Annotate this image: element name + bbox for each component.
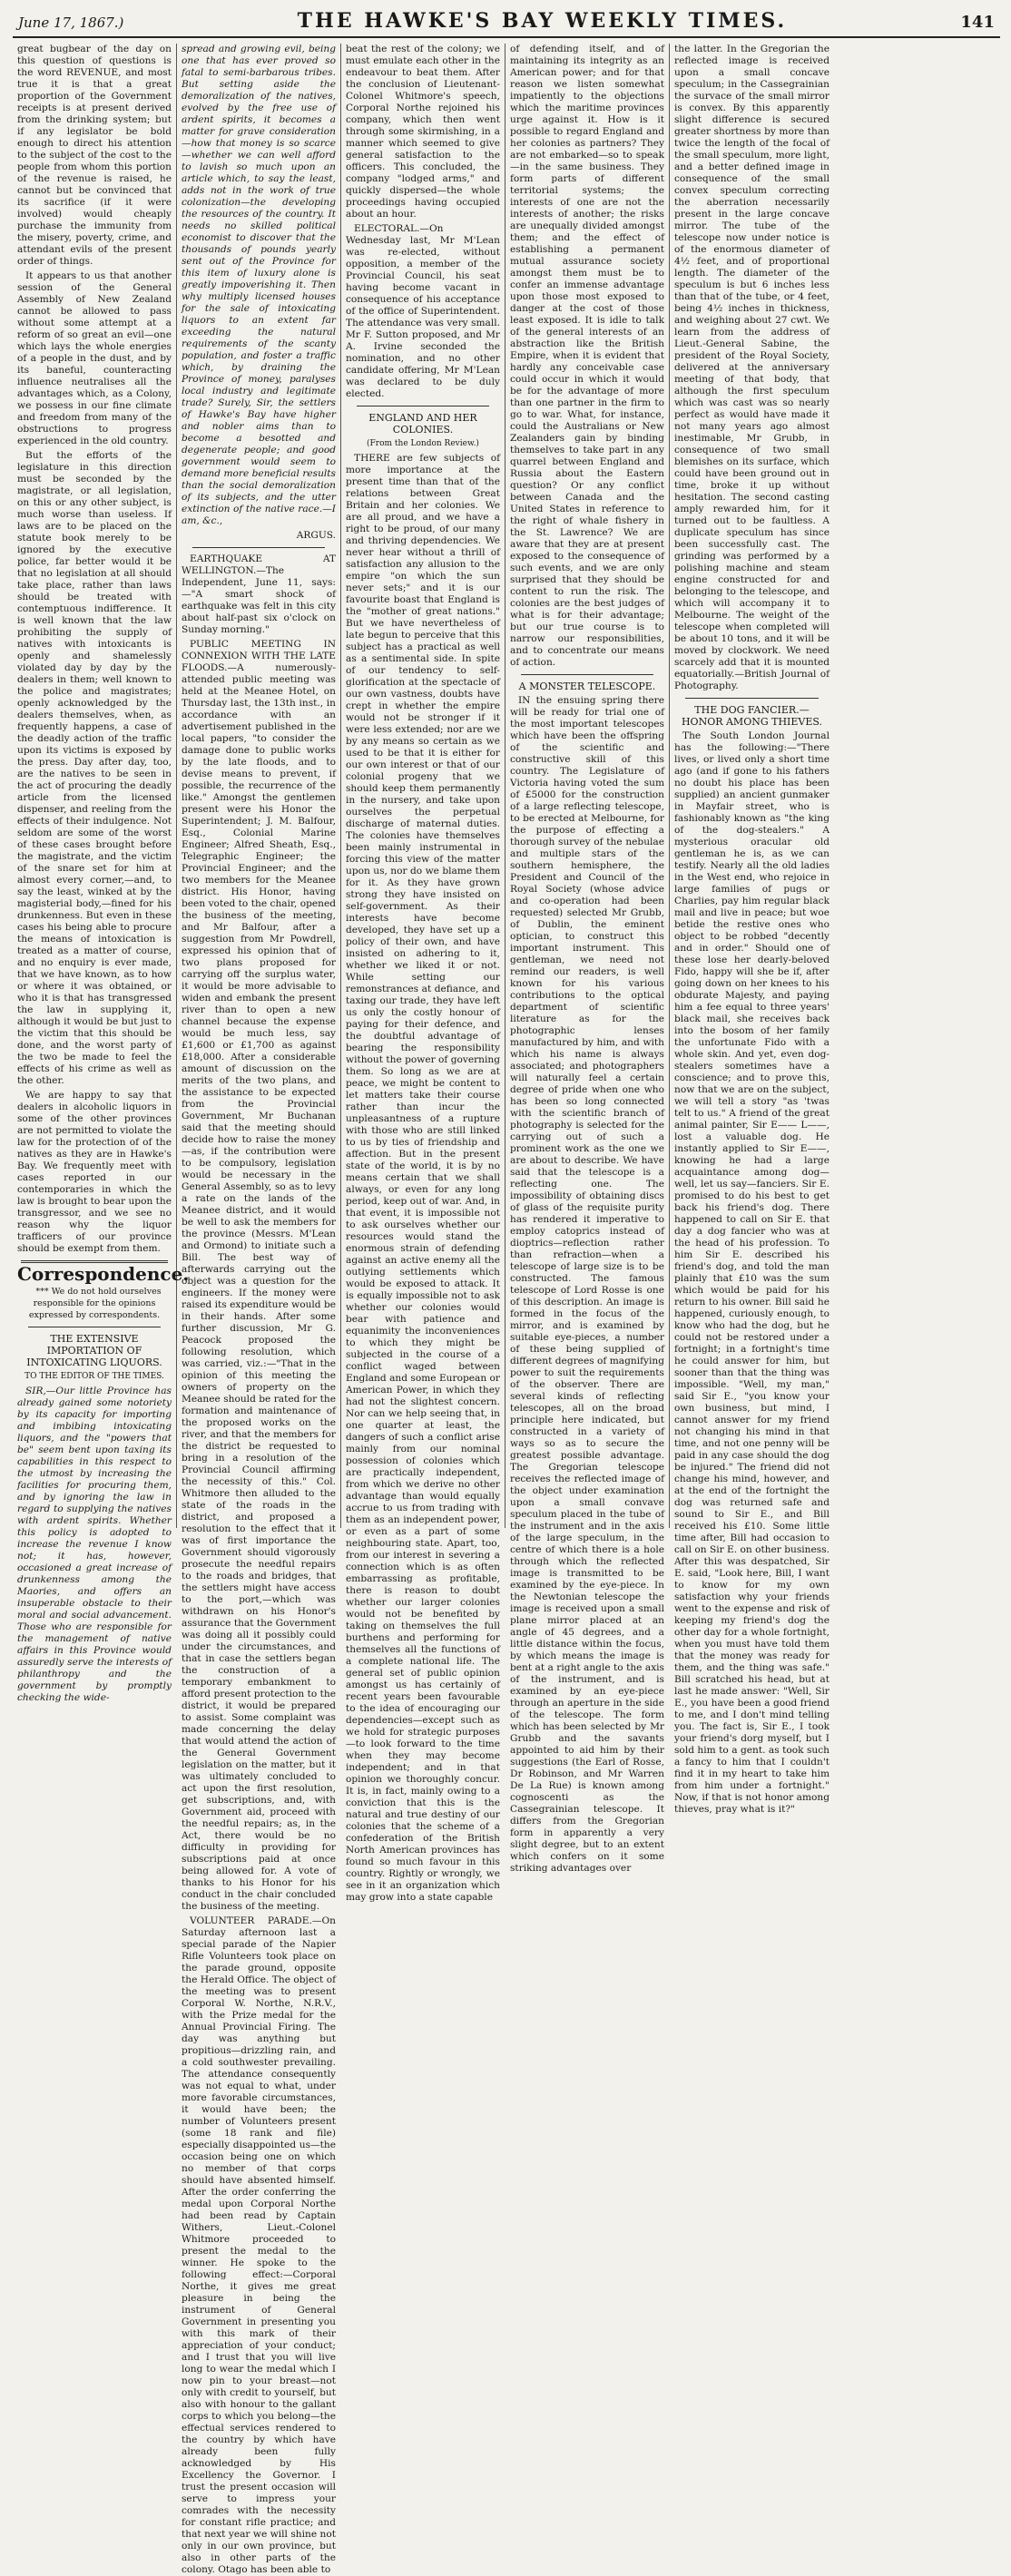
article-body: The South London Journal has the following:—"There lives, or lived only a short time ago (and if gone to his fathers no doubt his place has been supplied) an ancient gunmaker in Mayfair street, who is fashionably known as "the king of the dog-stealers." A mysterious oracular old gentleman he is, as we can testify. Nearly all the old ladies in the West end, who rejoice in large families of pugs or Charlies, pay him regular black mail and live in peace; but woe betide the restive ones who object to be robbed "decently and in order." Should one of these lose her dearly-beloved Fido, happy will she be if, after going down on her knees to his obdurate Majesty, and paying him a fee equal to three years' black mail, she receives back into the bosom of her family the unfortunate Fido with a whole skin. And yet, even dog-stealers sometimes have a conscience; and to prove this, now that we are on the subject, we will tell a story "as 'twas telt to us." A friend of the great animal painter, Sir E—— L——, lost a valuable dog. He instantly applied to Sir E——, knowing he had a large acquaintance among dog—well, let us say—fanciers. Sir E. promised to do his best to get back his friend's dog. There happened to call on Sir E. that day a dog fancier who was at the head of his profession. To him Sir E. described his friend's dog, and told the man plainly that £10 was the sum which would be paid for his return to his owner. Bill said he happened, curiously enough, to know who had the dog, but he could not be restored under a fortnight; in a fortnight's time he could answer for him, but sooner than that the thing was impossible. "Well, my man," said Sir E., "you know your own business, but mind, I cannot answer for my friend not changing his mind in that time, and not one penny will be paid in any case should the dog be injured." The friend did not change his mind, however, and at the end of the fortnight the dog was returned safe and sound to Sir E., and Bill received his £10. Some little time after, Bill had occasion to call on Sir E. on other business. After this was despatched, Sir E. said, "Look here, Bill, I want to know for my own satisfaction why your friends went to the expense and risk of keeping my friend's dog the other day for a whole fortnight, when you must have told them that the money was ready for them, and the thing was safe." Bill scratched his head, but at last he made answer: "Well, Sir E., you have been a good friend to me, and I don't mind telling you. The fact is, Sir E., I took your friend's dorg myself, but I sold him to a gent. as took such a fancy to him that I couldn't find it in my heart to take him from him under a fortnight." Now, if that is not honor among thieves, pray what is it?" [674,730,829,1815]
section-heading: Correspondence. [17,1263,190,1285]
article-body-continued: the latter. In the Gregorian the reflected image is received upon a small concave speculum; in the Cassegrainian the survace of the small mirror is convex. By this apparently slight difference is secured greater shortness by more than twice the length of the focal of the small speculum, more light, and a better defined image in consequence of the small convex speculum correcting the aberration necessarily present in the large concave mirror. The tube of the telescope now under notice is of the enormous diameter of 4½ feet, and of proportional length. The diameter of the speculum is but 6 inches less than that of the tube, or 4 feet, being 4½ inches in thickness, and weighing about 27 cwt. We learn from the address of Lieut.-General Sabine, the president of the Royal Society, delivered at the anniversary meeting of that body, that although the first speculum which was cast was so nearly perfect as would have made it not many years ago almost inestimable, Mr Grubb, in consequence of two small blemishes on its surface, which could have been ground out in time, broke it up without hesitation. The second casting amply rewarded him, for it turned out to be faultless. A duplicate speculum has since been successfully cast. The grinding was performed by a polishing machine and steam engine constructed for and belonging to the telescope, and which will accompany it to Melbourne. The weight of the telescope when completed will be about 10 tons, and it will be moved by clockwork. We need scarcely add that it is mounted equatorially.—British Journal of Photography. [674,44,829,691]
letter-signature: ARGUS. [296,530,336,541]
column-1 [13,44,190,1703]
article-paragraph: We are happy to say that dealers in alcoholic liquors in some of the other provinces are not permitted to violate the law for the protection of of the natives as they are in Hawke's Bay. We frequently meet with cases reported in our contemporaries in which the law is brought to bear upon the transgressor, and we see no reason why the liquor trafficers of our province should be exempt from them. [17,1090,172,1254]
letter-addressee: TO THE EDITOR OF THE TIMES. [25,1372,164,1381]
columns [13,44,1000,2575]
column-3 [341,44,506,1903]
page-number: 141 [960,13,995,32]
news-item-electoral: ELECTORAL.—On Wednesday last, Mr M'Lean was re-elected, without opposition, a member of the Provincial Council, his seat having become vacant in consequence of his acceptance of the office of Superintendent. The attendance was very small. Mr F. Sutton proposed, and Mr A. Irvine seconded the nomination, and no other candidate offering, Mr M'Lean was declared to be duly elected. [346,223,500,399]
article-title: ENGLAND AND HER COLONIES. [368,412,477,436]
column-5 [670,44,834,1815]
column-2 [177,44,341,2575]
news-item-public-meeting: PUBLIC MEETING IN CONNEXION WITH THE LATE FLOODS.—A numerously-attended public meeting was held at the Meanee Hotel, on Thursday last, the 13th inst., in accordance with an advertisement published in the local papers, "to consider the damage done to public works by the late floods, and to devise means to prevent, if possible, the recurrence of the like." Amongst the gentlemen present were his Honor the Superintendent; J. M. Balfour, Esq., Colonial Marine Engineer; Alfred Sheath, Esq., Telegraphic Engineer; the Provincial Engineer; and the two members for the Meanee district. His Honor, having been voted to the chair, opened the business of the meeting, and Mr Balfour, after a suggestion from Mr Powdrell, expressed his opinion that of two plans proposed for carrying off the surplus water, it would be more advisable to widen and embank the present river than to open a new channel because the expense would be much less, say £1,600 or £1,700 as against £18,000. After a considerable amount of discussion on the merits of the two plans, and the assistance to be expected from the Provincial Government, Mr Buchanan said that the meeting should decide how to raise the money—as, if the contribution were to be compulsory, legislation would be necessary in the General Assembly, so as to levy a rate on the lands of the Meanee district, and it would be well to ask the members for the province (Messrs. M'Lean and Ormond) to initiate such a Bill. The best way of afterwards carrying out the object was a question for the engineers. If the money were raised its expenditure would be in their hands. After some further discussion, Mr G. Peacock proposed the following resolution, which was carried, viz.:—"That in the opinion of this meeting the owners of property on the Meanee should be rated for the formation and maintenance of the proposed works on the river, and that the members for the district be requested to bring in a resolution of the Provincial Council affirming the necessity of this." Col. Whitmore then alluded to the state of the roads in the district, and proposed a resolution to the effect that it was of first importance the Government should vigorously prosecute the needful repairs to the roads and bridges, that the settlers might have access to the port,—which was withdrawn on his Honor's assurance that the Government was doing all it possibly could under the circumstances, and that in case the settlers began the construction of a temporary embankment to afford present protection to the district, it would be prepared to assist. Some complaint was made concerning the delay that would attend the action of the General Government legislation on the matter, but it was ultimately concluded to act upon the first resolution, get subscriptions, and, with Government aid, proceed with the needful repairs; as, in the Act, there would be no difficulty in providing for subscriptions paid at once being allowed for. A vote of thanks to his Honor for his conduct in the chair concluded the business of the meeting. [182,639,336,1912]
divider [685,698,819,699]
masthead [13,9,1000,38]
paper-title: THE HAWKE'S BAY WEEKLY TIMES. [297,9,788,33]
column-4 [506,44,670,1874]
article-source: (From the London Review.) [367,439,479,448]
divider [521,674,653,675]
article-body: IN the ensuing spring there will be ready for trial one of the most important telescopes which have been the offspring of the scientific and constructive skill of this country. The Legislature of Victoria having voted the sum of £5000 for the construction of a large reflecting telescope, to be erected at Melbourne, for the purpose of effecting a thorough survey of the nebulae and multiple stars of the southern hemisphere, the President and Council of the Royal Society (whose advice and co-operation had been requested) selected Mr Grubb, of Dublin, the eminent optician, to construct this important instrument. This gentleman, we need not remind our readers, is well known for his various contributions to the optical department of scientific literature as for the photographic lenses manufactured by him, and with which his name is always associated; and photographers will naturally feel a certain degree of pride when one who has been so long connected with the scientific branch of photography is selected for the carrying out of such a prominent work as the one we are about to describe. We have said that the telescope is a reflecting one. The impossibility of obtaining discs of glass of the requisite purity has rendered it imperative to employ catoprics instead of dioptrics—reflection rather than refraction—when a telescope of large size is to be constructed. The famous telescope of Lord Rosse is one of this description. An image is formed in the focus of the mirror, and is examined by suitable eye-pieces, a number of these being supplied of different degrees of magnifying power to suit the requirements of the observer. There are several kinds of reflecting telescopes, all on the broad principle here indicated, but constructed in a variety of ways so as to secure the greatest possible advantage. The Gregorian telescope receives the reflected image of the object under examination upon a small convave speculum placed in the tube of the instrument and in the axis of the large speculum, in the centre of which there is a hole through which the reflected image is transmitted to be examined by the eye-piece. In the Newtonian telescope the image is received upon a small plane mirror placed at an angle of 45 degrees, and a little distance within the focus, by which means the image is bent at a right angle to the axis of the instrument, and is examined by an eye-piece through an aperture in the side of the telescope. The form which has been selected by Mr Grubb and the savants appointed to aid him by their suggestions (the Earl of Rosse, Dr Robinson, and Mr Warren De La Rue) is known among cognoscenti as the Cassegrainian telescope. It differs from the Gregorian form in apparently a very slight degree, but to an extent which confers on it some striking advantages over [510,695,664,1874]
letter-body: SIR,—Our little Province has already gained some notoriety by its capacity for importing and imbibing intoxicating liquors, and the "powers that be" seem bent upon taxing its capabilities in this respect to the utmost by increasing the facilities for procuring them, and by ignoring the law in regard to supplying the natives with ardent spirits. Whether this policy is adopted to increase the revenue I know not; it has, however, occasioned a great increase of drunkenness among the Maories, and offers an insuperable obstacle to their moral and social advancement. Those who are responsible for the management of native affairs in this Province would assuredly serve the interests of philanthropy and the government by promptly checking the wide- [17,1386,172,1703]
article-paragraph: great bugbear of the day on this question of questions is the word REVENUE, and most true it is that a great proportion of the Government receipts is at present derived from the drinking system; but if any legislator be bold enough to direct his attention to the subject of the cost to the people from whom this portion of the revenue is raised, he cannot but be convinced that its sacrifice (if it were involved) would cheaply purchase the immunity from the misery, poverty, crime, and attendant evils of the present order of things. [17,44,172,267]
article-title: THE DOG FANCIER.—HONOR AMONG THIEVES. [681,704,823,728]
letter-body-continued: spread and growing evil, being one that has ever proved so fatal to semi-barbarous tribes. But setting aside the demoralization of the natives, evolved by the free use of ardent spirits, it becomes a matter for grave consideration—how that money is so scarce—whether we can well afford to lavish so much upon an article which, to say the least, adds not in the work of true colonization—the developing the resources of the country. It needs no skilled political economist to discover that the thousands of pounds yearly sent out of the Province for this item of luxury alone is greatly impoverishing it. Then why multiply licensed houses for the sale of intoxicating liquors to an extent far exceeding the natural requirements of the scanty population, and foster a traffic which, by draining the Province of money, paralyses local industry and legitimate trade? Surely, Sir, the settlers of Hawke's Bay have higher and nobler aims than to become a besotted and degenerate people; and good government would seem to demand more beneficial results than the social demoralization of its subjects, and the utter extinction of the native race.—I am, &c., [182,44,336,526]
article-paragraph: It appears to us that another session of the General Assembly of New Zealand cannot be allowed to pass without some attempt at a reform of so great an evil—one which lays the whole energies of a people in the dust, and by its baneful, counteracting influence neutralises all the advantages which, as a Colony, we possess in our fine climate and freedom from many of the obstructions to progress experienced in the old country. [17,270,172,446]
volunteer-parade-continued: beat the rest of the colony; we must emulate each other in the endeavour to beat them. After the conclusion of Lieutenant-Colonel Whitmore's speech, Corporal Northe rejoined his company, which then went through some skirmishing, in a manner which seemed to give general satisfaction to the officers. This concluded, the company "lodged arms," and quickly dispersed—the whole proceedings having occupied about an hour. [346,44,500,220]
article-body-continued: of defending itself, and of maintaining its integrity as an American power; and for that reason we listen somewhat impatiently to the objections which the maritime provinces urge against it. How is it possible to regard England and her colonies as partners? They are not embarked—so to speak—in the same business. They form parts of different territorial systems; the interests of one are not the interests of another; the risks are unequally divided amongst them; and the effect of establishing a permanent mutual assurance society amongst them must be to confer an immense advantage upon those most exposed to danger at the cost of those least exposed. It is idle to talk of the general interests of an abstraction like the British Empire, when it is evident that hardly any conceivable case could occur in which it would be for the advantage of more than one partner in the firm to go to war. What, for instance, could the Australians or New Zealanders gain by binding themselves to take part in any quarrel between England and Russia about the Eastern question? Or any conflict between Canada and the United States in reference to the right of whale fishery in the St. Lawrence? We are aware that they are at present exposed to the consequence of such events, and we are only surprised that they should be content to run the risk. The colonies are the best judges of what is for their advantage; but our true course is to narrow our responsibilities, and to concentrate our means of action. [510,44,664,668]
article-body: THERE are few subjects of more importance at the present time than that of the relations between Great Britain and her colonies. We are all proud, and we have a right to be proud, of our many and thriving dependencies. We never hear without a thrill of satisfaction any allusion to the empire "on which the sun never sets;" and it is our favourite boast that England is the "mother of great nations." But we have nevertheless of late begun to perceive that this subject has a practical as well as a sentimental side. In spite of our tendency to self-glorification at the spectacle of our own vastness, doubts have crept in whether the empire would not be stronger if it were less extended; nor are we by any means so certain as we used to be that it is either for our own interest or that of our colonial progeny that we should keep them permanently in the nursery, and take upon ourselves the perpetual discharge of maternal duties. The colonies have themselves been mainly instrumental in forcing this view of the matter upon us, nor do we blame them for it. As they have grown strong they have insisted on self-government. As their interests have become developed, they have set up a policy of their own, and have insisted on adhering to it, whether we liked it or not. While setting our remonstrances at defiance, and taxing our trade, they have left us only the costly honour of paying for their defence, and the doubtful advantage of bearing the responsibility without the power of governing them. So long as we are at peace, we might be content to let matters take their course rather than incur the unpleasantness of a rupture with those who are still linked to us by ties of friendship and affection. But in the present state of the world, it is by no means certain that we shall always, or even for any long period, keep out of war. And, in that event, it is impossible not to ask ourselves whether our resources would stand the enormous strain of defending against an active enemy all the outlying settlements which would be exposed to attack. It is equally impossible not to ask whether our colonies would bear with patience and equanimity the inconveniences to which they might be subjected in the course of a conflict waged between England and some European or American Power, in which they had not the slightest concern. Nor can we help seeing that, in one quarter at least, the dangers of such a conflict arise mainly from our nominal possession of colonies which are practically independent, from which we derive no other advantage than would equally accrue to us from trading with them as an independent power, or even as a part of some neighbouring state. Apart, too, from our interest in severing a connection which is as often embarrassing as profitable, there is reason to doubt whether our larger colonies would not be benefited by taking on themselves the full burthens and performing for themselves all the functions of a complete national life. The general set of public opinion amongst us has certainly of recent years been favourable to the idea of encouraging our dependencies—except such as we hold for strategic purposes—to look forward to the time when they may become independent; and in that opinion we thoroughly concur. It is, in fact, mainly owing to a conviction that this is the natural and true destiny of our colonies that the scheme of a confederation of the British North American provinces has found so much favour in this country. Rightly or wrongly, we see in it an organization which may grow into a state capable [346,453,500,1903]
article-title: A MONSTER TELESCOPE. [518,681,656,692]
disclaimer-note: *** We do not hold ourselves responsible for the opinions expressed by correspondents. [28,1287,162,1320]
news-item-earthquake: EARTHQUAKE AT WELLINGTON.—The Independent, June 11, says:—"A smart shock of earthquake was felt in this city about half-past six o'clock on Sunday morning." [182,553,336,635]
divider [192,547,325,548]
letter-title: THE EXTENSIVE IMPORTATION OF INTOXICATING LIQUORS. [26,1333,162,1368]
news-item-volunteer-parade: VOLUNTEER PARADE.—On Saturday afternoon last a special parade of the Napier Rifle Volunteers took place on the parade ground, opposite the Herald Office. The object of the meeting was to present Corporal W. Northe, N.R.V., with the Prize medal for the Annual Provincial Firing. The day was anything but propitious—drizzling rain, and a cold southwester prevailing. The attendance consequently was not equal to what, under more favorable circumstances, it would have been; the number of Volunteers present (some 18 rank and file) especially disappointed us—the occasion being one on which no member of that corps should have absented himself. After the order conferring the medal upon Corporal Northe had been read by Captain Withers, Lieut.-Colonel Whitmore proceeded to present the medal to the winner. He spoke to the following effect:—Corporal Northe, it gives me great pleasure in being the instrument of General Government in presenting you with this mark of their appreciation of your conduct; and I trust that you will live long to wear the medal which I now pin to your breast—not only with credit to yourself, but also with honour to the gallant corps to which you belong—the effectual services rendered to the country by which have already been fully acknowledged by His Excellency the Governor. I trust the present occasion will serve to impress your comrades with the necessity for constant rifle practice; and that next year we will shine not only in our own province, but also in other parts of the colony. Otago has been able to [182,1915,336,2575]
issue-date: June 17, 1867.) [18,15,124,31]
article-paragraph: But the efforts of the legislature in this direction must be seconded by the magistrate, or all legislation, on this or any other subject, is much worse than useless. If laws are to be placed on the statute book merely to be ignored by the executive police, far better would it be that no legislation at all should take place, rather than laws should be treated with contemptuous indifference. It is well known that the law prohibiting the supply of natives with intoxicants is openly and shamelessly violated day by day by the dealers in them; well known to the police and magistrates; openly acknowledged by the dealers themselves, when, as frequently happens, a case of the deadly action of the traffic upon its victims is exposed by the press. Day after day, too, are the natives to be seen in the act of procuring the deadly article from the licensed dispenser, and reeling from the effects of their indulgence. Not seldom are some of the worst of these cases brought before the magistrate, and the victim of the snare set for him at almost every corner,—and, to say the least, winked at by the magisterial body,—fined for his drunkenness. But even in these cases his being able to procure the means of intoxication is treated as a matter of course, and no enquiry is ever made, that we have known, as to how or where it was obtained, or who it is that has transgressed the law in supplying it, although it would be but just to the victim that this should be done, and the worst party of the two be made to feel the effects of his crime as well as the other. [17,450,172,1086]
